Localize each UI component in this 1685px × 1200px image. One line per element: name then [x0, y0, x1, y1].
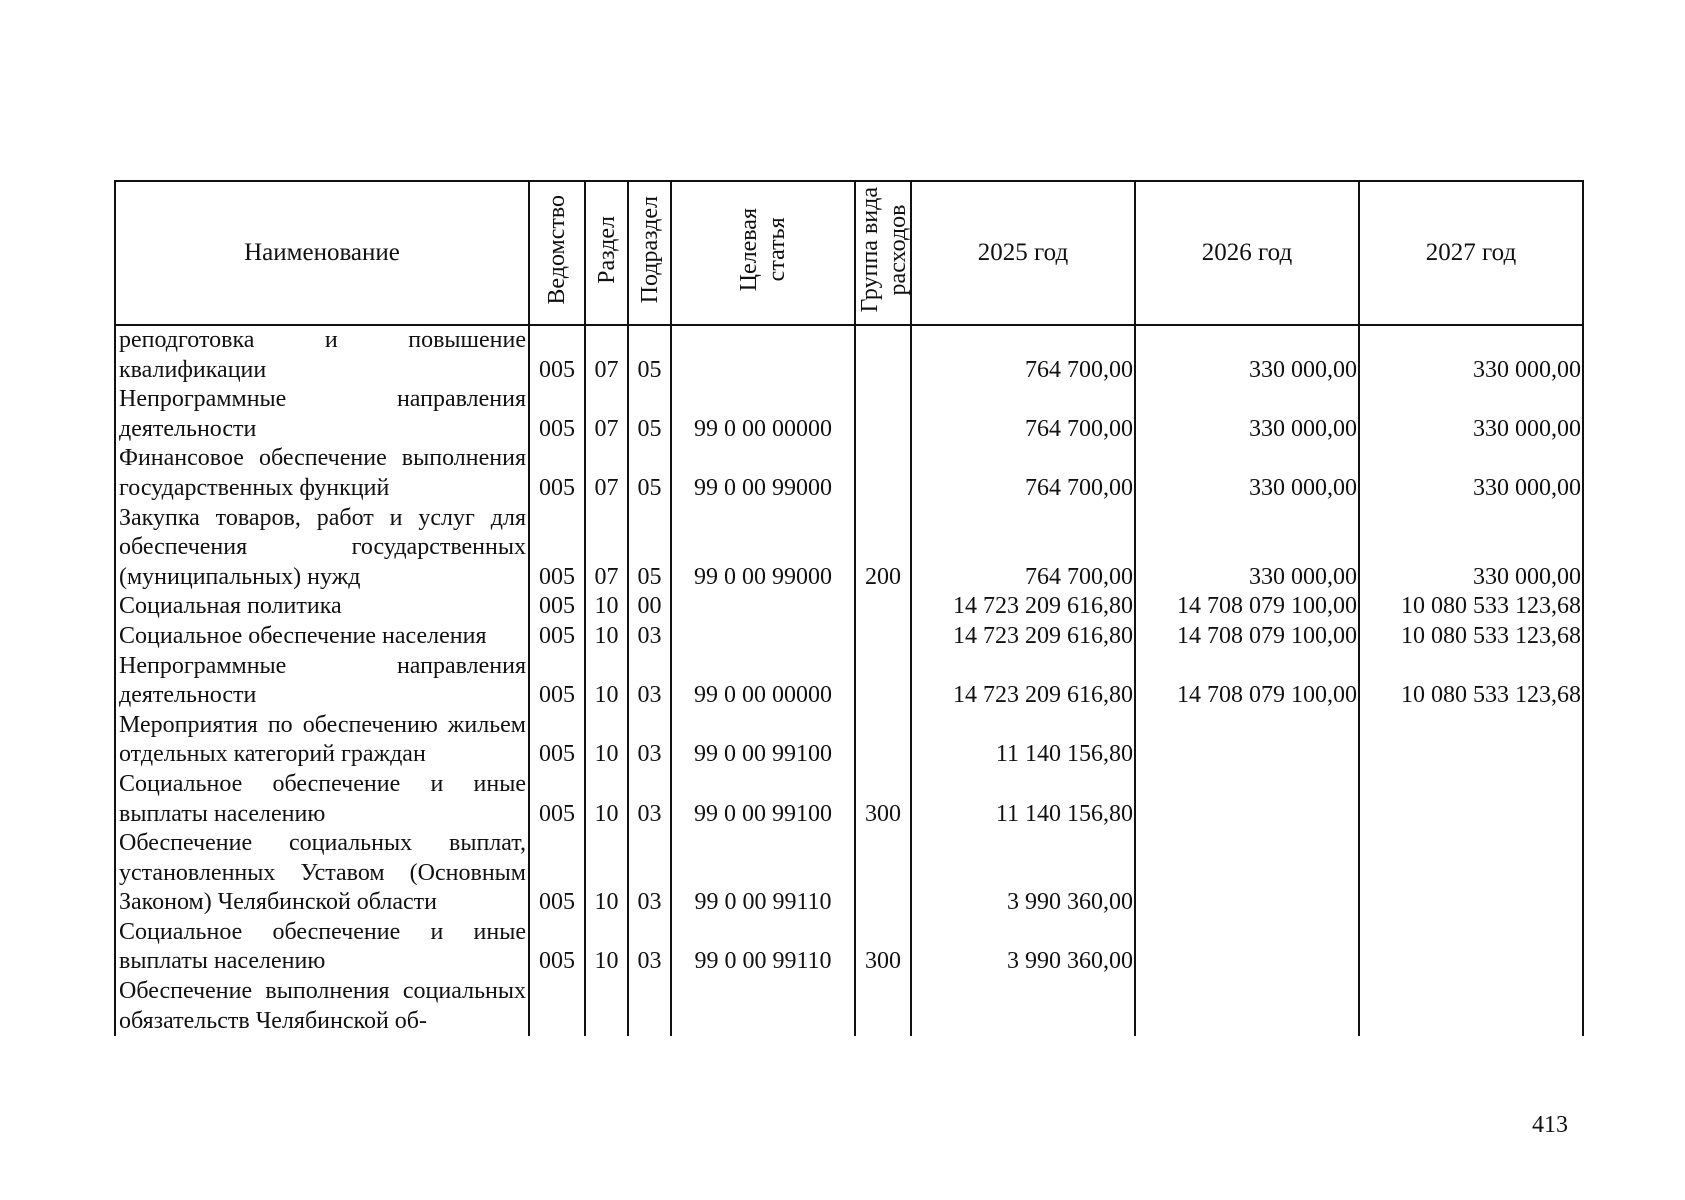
row-amount-2025: 11 140 156,80	[911, 711, 1135, 770]
row-amount-2025: 764 700,00	[911, 444, 1135, 503]
table-row	[115, 385, 1583, 444]
row-amount-2026: 330 000,00	[1135, 385, 1359, 444]
row-name: Социальная политика	[115, 592, 529, 622]
row-amount-2025: 764 700,00	[911, 325, 1135, 385]
row-amount-2026	[1135, 977, 1359, 1036]
row-name: Непрограммные направления деятельности	[115, 652, 529, 711]
table-body	[115, 325, 1583, 1036]
row-amount-2027: 330 000,00	[1359, 385, 1583, 444]
row-amount-2026: 14 708 079 100,00	[1135, 592, 1359, 622]
row-name: Закупка товаров, работ и услуг для обеспечения государственных (муниципальных) нужд	[115, 504, 529, 593]
row-vedomstvo: 005	[529, 622, 585, 652]
row-amount-2027	[1359, 770, 1583, 829]
row-gruppa-vida	[855, 711, 911, 770]
row-celevaya-statya	[671, 325, 855, 385]
table-row	[115, 977, 1583, 1036]
row-razdel: 10	[585, 918, 628, 977]
table-row	[115, 325, 1583, 385]
row-razdel: 10	[585, 829, 628, 918]
row-celevaya-statya: 99 0 00 99110	[671, 918, 855, 977]
row-podrazdel: 05	[628, 504, 671, 593]
row-celevaya-statya: 99 0 00 00000	[671, 385, 855, 444]
table-row	[115, 444, 1583, 503]
row-amount-2026: 330 000,00	[1135, 504, 1359, 593]
row-podrazdel	[628, 977, 671, 1036]
row-podrazdel: 03	[628, 622, 671, 652]
row-razdel: 10	[585, 652, 628, 711]
row-amount-2027	[1359, 977, 1583, 1036]
row-gruppa-vida: 300	[855, 770, 911, 829]
row-amount-2027: 330 000,00	[1359, 325, 1583, 385]
row-amount-2026: 330 000,00	[1135, 444, 1359, 503]
row-celevaya-statya: 99 0 00 99000	[671, 504, 855, 593]
header-year-2025: 2025 год	[911, 181, 1135, 325]
row-razdel: 07	[585, 325, 628, 385]
header-podrazdel: Подраздел	[628, 181, 671, 325]
row-celevaya-statya: 99 0 00 00000	[671, 652, 855, 711]
row-amount-2027	[1359, 829, 1583, 918]
row-name: Социальное обеспечение и иные выплаты населению	[115, 770, 529, 829]
row-vedomstvo: 005	[529, 829, 585, 918]
row-amount-2025: 3 990 360,00	[911, 918, 1135, 977]
row-name: Мероприятия по обеспечению жильем отдельных категорий граждан	[115, 711, 529, 770]
row-gruppa-vida	[855, 325, 911, 385]
row-gruppa-vida: 300	[855, 918, 911, 977]
table-row	[115, 622, 1583, 652]
row-amount-2027: 330 000,00	[1359, 444, 1583, 503]
row-gruppa-vida	[855, 385, 911, 444]
row-podrazdel: 03	[628, 829, 671, 918]
row-amount-2026: 14 708 079 100,00	[1135, 652, 1359, 711]
row-amount-2026	[1135, 829, 1359, 918]
row-podrazdel: 05	[628, 444, 671, 503]
page-number: 413	[1532, 1112, 1568, 1138]
row-gruppa-vida	[855, 622, 911, 652]
row-name: реподготовка и повышение квалификации	[115, 325, 529, 385]
row-vedomstvo: 005	[529, 325, 585, 385]
row-razdel	[585, 977, 628, 1036]
table-row	[115, 770, 1583, 829]
row-name: Финансовое обеспечение выполнения государственных функций	[115, 444, 529, 503]
row-amount-2027: 10 080 533 123,68	[1359, 592, 1583, 622]
row-amount-2026	[1135, 918, 1359, 977]
row-celevaya-statya: 99 0 00 99110	[671, 829, 855, 918]
row-amount-2025: 3 990 360,00	[911, 829, 1135, 918]
row-celevaya-statya: 99 0 00 99000	[671, 444, 855, 503]
row-celevaya-statya: 99 0 00 99100	[671, 711, 855, 770]
row-podrazdel: 05	[628, 325, 671, 385]
header-razdel: Раздел	[585, 181, 628, 325]
row-gruppa-vida	[855, 592, 911, 622]
header-name: Наименование	[115, 181, 529, 325]
row-vedomstvo: 005	[529, 592, 585, 622]
row-amount-2027	[1359, 711, 1583, 770]
header-year-2027: 2027 год	[1359, 181, 1583, 325]
row-amount-2027: 10 080 533 123,68	[1359, 622, 1583, 652]
row-gruppa-vida	[855, 977, 911, 1036]
row-podrazdel: 03	[628, 711, 671, 770]
row-name: Обеспечение выполнения социальных обязательств Челябинской об-	[115, 977, 529, 1036]
table-row	[115, 711, 1583, 770]
row-vedomstvo: 005	[529, 444, 585, 503]
row-amount-2025: 764 700,00	[911, 385, 1135, 444]
row-gruppa-vida	[855, 829, 911, 918]
row-amount-2025	[911, 977, 1135, 1036]
header-year-2026: 2026 год	[1135, 181, 1359, 325]
row-name: Непрограммные направления деятельности	[115, 385, 529, 444]
row-name: Социальное обеспечение и иные выплаты населению	[115, 918, 529, 977]
budget-table	[114, 180, 1584, 1036]
row-celevaya-statya	[671, 622, 855, 652]
row-amount-2025: 764 700,00	[911, 504, 1135, 593]
row-vedomstvo: 005	[529, 770, 585, 829]
row-razdel: 10	[585, 711, 628, 770]
row-razdel: 07	[585, 504, 628, 593]
row-vedomstvo: 005	[529, 711, 585, 770]
row-vedomstvo: 005	[529, 385, 585, 444]
row-amount-2025: 14 723 209 616,80	[911, 652, 1135, 711]
row-amount-2025: 11 140 156,80	[911, 770, 1135, 829]
table-row	[115, 829, 1583, 918]
row-amount-2025: 14 723 209 616,80	[911, 622, 1135, 652]
row-amount-2027: 10 080 533 123,68	[1359, 652, 1583, 711]
row-amount-2027	[1359, 918, 1583, 977]
row-podrazdel: 03	[628, 770, 671, 829]
row-razdel: 07	[585, 385, 628, 444]
table-row	[115, 652, 1583, 711]
table-row	[115, 504, 1583, 593]
row-amount-2025: 14 723 209 616,80	[911, 592, 1135, 622]
table-header	[115, 181, 1583, 325]
header-celevaya-statya: Целевая статья	[671, 181, 855, 325]
row-podrazdel: 03	[628, 652, 671, 711]
row-name: Социальное обеспечение населения	[115, 622, 529, 652]
table-row	[115, 592, 1583, 622]
row-razdel: 10	[585, 622, 628, 652]
row-amount-2026	[1135, 770, 1359, 829]
row-amount-2026: 14 708 079 100,00	[1135, 622, 1359, 652]
row-gruppa-vida: 200	[855, 504, 911, 593]
row-vedomstvo: 005	[529, 918, 585, 977]
row-podrazdel: 05	[628, 385, 671, 444]
row-gruppa-vida	[855, 444, 911, 503]
row-vedomstvo	[529, 977, 585, 1036]
row-amount-2027: 330 000,00	[1359, 504, 1583, 593]
row-vedomstvo: 005	[529, 652, 585, 711]
row-podrazdel: 00	[628, 592, 671, 622]
row-razdel: 07	[585, 444, 628, 503]
row-razdel: 10	[585, 770, 628, 829]
row-gruppa-vida	[855, 652, 911, 711]
row-razdel: 10	[585, 592, 628, 622]
row-celevaya-statya	[671, 977, 855, 1036]
row-vedomstvo: 005	[529, 504, 585, 593]
row-podrazdel: 03	[628, 918, 671, 977]
header-gruppa-vida-rashodov: Группа вида расходов	[855, 181, 911, 325]
table-row	[115, 918, 1583, 977]
row-celevaya-statya	[671, 592, 855, 622]
row-amount-2026: 330 000,00	[1135, 325, 1359, 385]
row-amount-2026	[1135, 711, 1359, 770]
header-vedomstvo: Ведомство	[529, 181, 585, 325]
row-name: Обеспечение социальных выплат, установленных Уставом (Основным Законом) Челябинской области	[115, 829, 529, 918]
row-celevaya-statya: 99 0 00 99100	[671, 770, 855, 829]
